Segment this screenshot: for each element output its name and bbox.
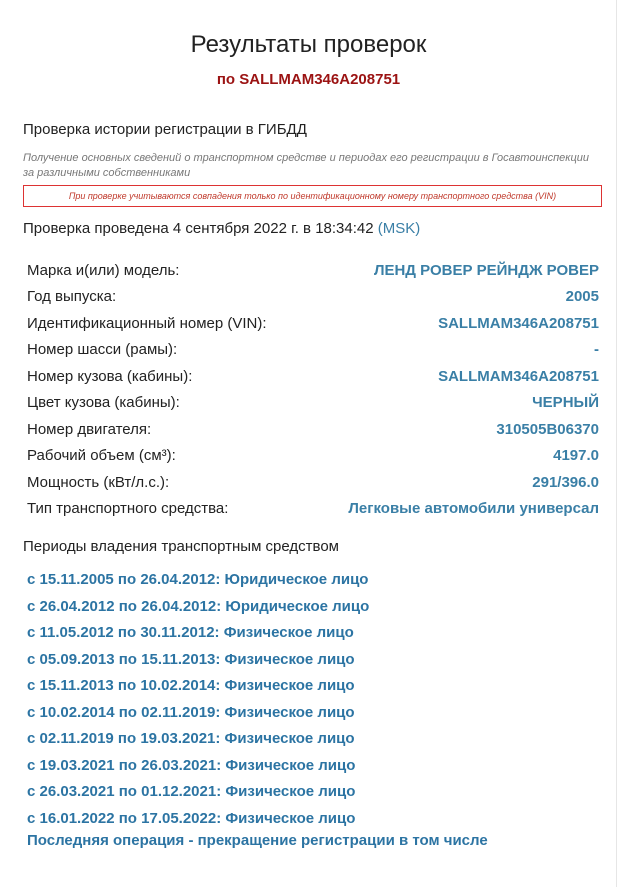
- check-date-text: Проверка проведена 4 сентября 2022 г. в 18:34:42: [23, 220, 374, 237]
- info-row: [27, 443, 599, 470]
- info-value: Легковые автомобили универсал: [348, 500, 599, 518]
- page-title: Результаты проверок: [190, 31, 427, 58]
- last-operation: Последняя операция - прекращение регистрации в том числе: [27, 832, 488, 849]
- info-label: Номер шасси (рамы):: [27, 341, 178, 359]
- info-value: -: [594, 341, 599, 359]
- timezone-label: (MSK): [377, 220, 421, 237]
- info-row: [27, 416, 599, 443]
- ownership-section-title: Периоды владения транспортным средством: [23, 538, 339, 555]
- info-label: Цвет кузова (кабины):: [27, 394, 180, 412]
- info-value: ЛЕНД РОВЕР РЕЙНДЖ РОВЕР: [373, 261, 599, 279]
- info-value: 310505В06370: [496, 420, 599, 438]
- info-value: SALLMAM346A208751: [438, 314, 599, 332]
- ownership-period-item: с 15.11.2005 по 26.04.2012: Юридическое лицо: [27, 571, 369, 588]
- info-value: ЧЕРНЫЙ: [532, 394, 599, 412]
- ownership-period-item: с 15.11.2013 по 10.02.2014: Физическое лицо: [27, 677, 355, 694]
- vin-subtitle: по SALLMAM346A208751: [216, 71, 401, 88]
- info-label: Идентификационный номер (VIN):: [27, 314, 267, 332]
- info-label: Рабочий объем (см³):: [27, 447, 176, 465]
- info-row: [27, 337, 599, 364]
- info-label: Мощность (кВт/л.с.):: [27, 473, 170, 491]
- info-row: [27, 469, 599, 496]
- ownership-period-item: с 19.03.2021 по 26.03.2021: Физическое лицо: [27, 756, 356, 774]
- info-row: [27, 363, 599, 390]
- check-date: [23, 220, 420, 237]
- info-row: [27, 496, 599, 523]
- ownership-periods-list: [27, 570, 607, 835]
- info-label: Номер кузова (кабины):: [27, 367, 193, 385]
- info-value: 291/396.0: [532, 473, 599, 491]
- info-label: Тип транспортного средства:: [27, 500, 229, 518]
- ownership-period-item: с 11.05.2012 по 30.11.2012: Физическое лицо: [27, 624, 354, 641]
- ownership-period-item: с 02.11.2019 по 19.03.2021: Физическое лицо: [27, 730, 355, 747]
- info-label: Номер двигателя:: [27, 420, 152, 438]
- info-value: SALLMAM346A208751: [438, 367, 599, 385]
- registration-section-title: Проверка истории регистрации в ГИБДД: [23, 121, 307, 138]
- ownership-period-item: с 16.01.2022 по 17.05.2022: Физическое лицо: [27, 809, 356, 827]
- registration-note: Получение основных сведений о транспортном средстве и периодах его регистрации в Госавтоинспекции за различными собственниками: [23, 152, 590, 179]
- vehicle-info-table: [27, 257, 599, 522]
- ownership-period-item: с 26.03.2021 по 01.12.2021: Физическое лицо: [27, 783, 356, 800]
- info-row: [27, 390, 599, 417]
- info-label: Марка и(или) модель:: [27, 261, 180, 279]
- info-row: [27, 257, 599, 284]
- info-row: [27, 284, 599, 311]
- vin-warning-box: При проверке учитываются совпадения только по идентификационному номеру транспортного средства (VIN): [23, 185, 602, 207]
- ownership-period-item: с 26.04.2012 по 26.04.2012: Юридическое лицо: [27, 597, 370, 615]
- info-value: 4197.0: [553, 447, 599, 465]
- info-label: Год выпуска:: [27, 288, 117, 306]
- ownership-period-item: с 10.02.2014 по 02.11.2019: Физическое лицо: [27, 703, 355, 721]
- ownership-period-item: с 05.09.2013 по 15.11.2013: Физическое лицо: [27, 650, 355, 668]
- info-value: 2005: [565, 288, 599, 306]
- info-row: [27, 310, 599, 337]
